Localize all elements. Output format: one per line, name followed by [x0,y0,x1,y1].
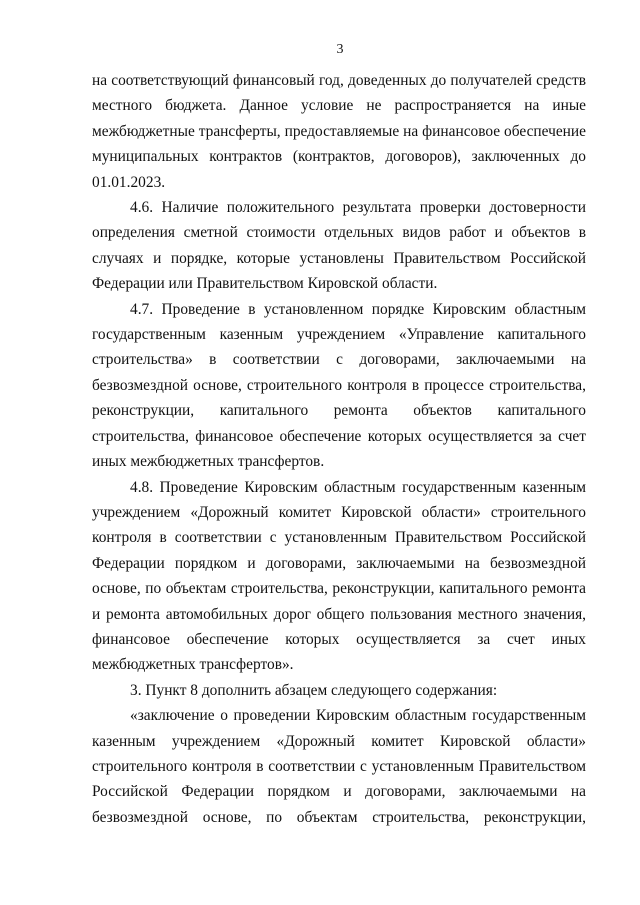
paragraph-item-3: 3. Пункт 8 дополнить абзацем следующего содержания: [130,681,498,699]
paragraph-quoted-addition: «заключение о проведении Кировским областным государственным казенным учреждением «Дорожный комитет Кировской области» строительного контроля в соответствии с установленным Правительством Российской Федерации порядком и договорами, заключаемыми на безвозмездной основе, по объектам строительства, реконструкции, [92,707,586,826]
page-number: 3 [336,42,344,57]
paragraph-4-6: 4.6. Наличие положительного результата проверки достоверности определения сметной стоимости отдельных видов работ и объектов в случаях и порядке, которые установлены Правительством Российской Федерации или Правительством Кировской области. [92,199,586,293]
paragraph-4-8: 4.8. Проведение Кировским областным государственным казенным учреждением «Дорожный комитет Кировской области» строительного контроля в соответствии с установленным Правительством Российской Федерации порядком и договорами, заключаемыми на безвозмездной основе, по объектам строительства, реконструкции, капитального ремонта и ремонта автомобильных дорог общего пользования местного значения, финансовое обеспечение которых осуществляется за счет иных межбюджетных трансфертов». [92,478,586,674]
paragraph-continuation: на соответствующий финансовый год, доведенных до получателей средств местного бюджета. Данное условие не распространяется на иные межбюджетные трансферты, предоставляемые на финансовое обеспечение муниципальных контрактов (контрактов, договоров), заключенных до 01.01.2023. [92,72,586,191]
document-body [92,68,586,830]
paragraph-4-7: 4.7. Проведение в установленном порядке Кировским областным государственным казенным учреждением «Управление капитального строительства» в соответствии с договорами, заключаемыми на безвозмездной основе, строительного контроля в процессе строительства, реконструкции, капитального ремонта объектов капитального строительства, финансовое обеспечение которых осуществляется за счет иных межбюджетных трансфертов. [92,300,586,471]
